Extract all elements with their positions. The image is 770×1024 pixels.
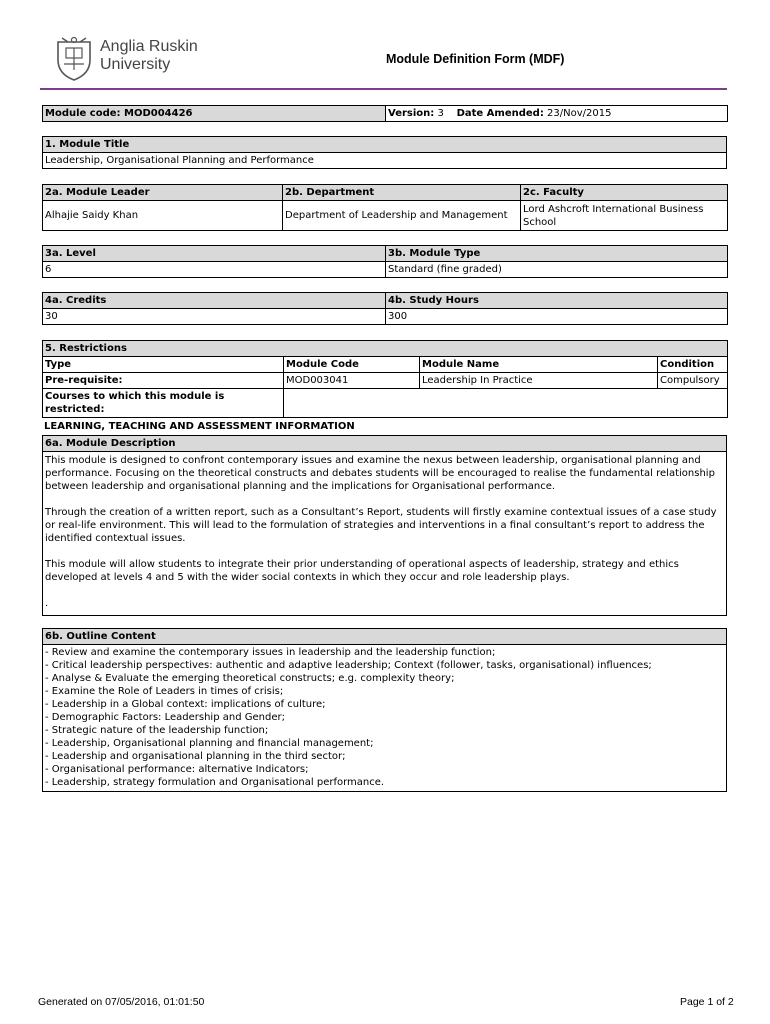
restrictions-header-condition: Condition xyxy=(658,357,728,373)
department-value: Department of Leadership and Management xyxy=(283,201,521,231)
module-description-body xyxy=(43,452,727,616)
outline-content-label: 6b. Outline Content xyxy=(43,629,727,645)
outline-content-table xyxy=(42,628,727,792)
date-amended-value: 23/Nov/2015 xyxy=(547,108,612,119)
description-trailing: . xyxy=(45,598,49,609)
module-title-label: 1. Module Title xyxy=(43,137,727,153)
university-name-line2: University xyxy=(100,56,171,73)
restrictions-label: 5. Restrictions xyxy=(43,341,728,357)
credits-hours-table xyxy=(42,292,728,325)
module-leader-value: Alhajie Saidy Khan xyxy=(43,201,283,231)
list-item: - Leadership, strategy formulation and Organisational performance. xyxy=(45,777,385,788)
module-title-value: Leadership, Organisational Planning and Performance xyxy=(43,153,727,169)
level-value: 6 xyxy=(43,262,386,278)
list-item: - Critical leadership perspectives: authentic and adaptive leadership; Context (follower, tasks, organisational) influences; xyxy=(45,660,652,671)
credits-value: 30 xyxy=(43,309,386,325)
module-description-table xyxy=(42,435,727,616)
courses-restricted-value xyxy=(284,389,728,418)
outline-content-body xyxy=(43,645,727,792)
university-logo xyxy=(50,34,210,84)
study-hours-value: 300 xyxy=(386,309,728,325)
page-number: Page 1 of 2 xyxy=(680,996,734,1008)
module-title-table xyxy=(42,136,727,169)
level-type-table xyxy=(42,245,728,278)
module-type-label: 3b. Module Type xyxy=(386,246,728,262)
restrictions-header-type: Type xyxy=(43,357,284,373)
list-item: - Leadership in a Global context: implications of culture; xyxy=(45,699,326,710)
header-divider xyxy=(40,88,727,90)
restrictions-header-name: Module Name xyxy=(420,357,658,373)
faculty-value: Lord Ashcroft International Business School xyxy=(521,201,728,231)
university-name-line1: Anglia Ruskin xyxy=(100,38,198,55)
list-item: - Examine the Role of Leaders in times of crisis; xyxy=(45,686,284,697)
list-item: - Leadership and organisational planning in the third sector; xyxy=(45,751,346,762)
list-item: - Strategic nature of the leadership function; xyxy=(45,725,269,736)
restrictions-table xyxy=(42,340,728,418)
description-paragraph: This module is designed to confront contemporary issues and examine the nexus between leadership, organisational planning and performance. Focusing on the theoretical constructs and debates students will be encouraged to realise the fundamental relationship between leadership and organisational planning and the implications for Organisational performance. xyxy=(45,455,715,492)
study-hours-label: 4b. Study Hours xyxy=(386,293,728,309)
list-item: - Organisational performance: alternative Indicators; xyxy=(45,764,309,775)
prerequisite-name: Leadership In Practice xyxy=(420,373,658,389)
department-label: 2b. Department xyxy=(283,185,521,201)
table-row xyxy=(43,373,728,389)
module-leader-table xyxy=(42,184,728,231)
level-label: 3a. Level xyxy=(43,246,386,262)
list-item: - Leadership, Organisational planning and financial management; xyxy=(45,738,374,749)
ltai-heading: LEARNING, TEACHING AND ASSESSMENT INFORMATION xyxy=(44,421,355,432)
version-date-cell: Version: 3 Date Amended: 23/Nov/2015 xyxy=(386,106,728,122)
prerequisite-condition: Compulsory xyxy=(658,373,728,389)
list-item: - Analyse & Evaluate the emerging theoretical constructs; e.g. complexity theory; xyxy=(45,673,455,684)
generated-timestamp: Generated on 07/05/2016, 01:01:50 xyxy=(38,996,205,1008)
module-meta-table xyxy=(42,105,728,122)
credits-label: 4a. Credits xyxy=(43,293,386,309)
crest-icon xyxy=(52,34,96,82)
form-title: Module Definition Form (MDF) xyxy=(386,52,565,66)
prerequisite-label: Pre-requisite: xyxy=(43,373,284,389)
faculty-label: 2c. Faculty xyxy=(521,185,728,201)
module-leader-label: 2a. Module Leader xyxy=(43,185,283,201)
list-item: - Review and examine the contemporary issues in leadership and the leadership function; xyxy=(45,647,496,658)
prerequisite-code: MOD003041 xyxy=(284,373,420,389)
description-paragraph: This module will allow students to integrate their prior understanding of operational aspects of leadership, strategy and ethics developed at levels 4 and 5 with the wider social contexts in which they occur and role leadership plays. xyxy=(45,559,679,583)
module-description-label: 6a. Module Description xyxy=(43,436,727,452)
description-paragraph: Through the creation of a written report, such as a Consultant’s Report, students will firstly examine contextual issues of a case study or real-life environment. This will lead to the formulation of strategies and interventions in a final consultant’s report to address the identified contextual issues. xyxy=(45,507,717,544)
list-item: - Demographic Factors: Leadership and Gender; xyxy=(45,712,285,723)
module-type-value: Standard (fine graded) xyxy=(386,262,728,278)
restrictions-header-code: Module Code xyxy=(284,357,420,373)
module-code-cell: Module code: MOD004426 xyxy=(43,106,386,122)
version-value: 3 xyxy=(437,108,444,119)
courses-restricted-label: Courses to which this module is restricted: xyxy=(43,389,284,418)
